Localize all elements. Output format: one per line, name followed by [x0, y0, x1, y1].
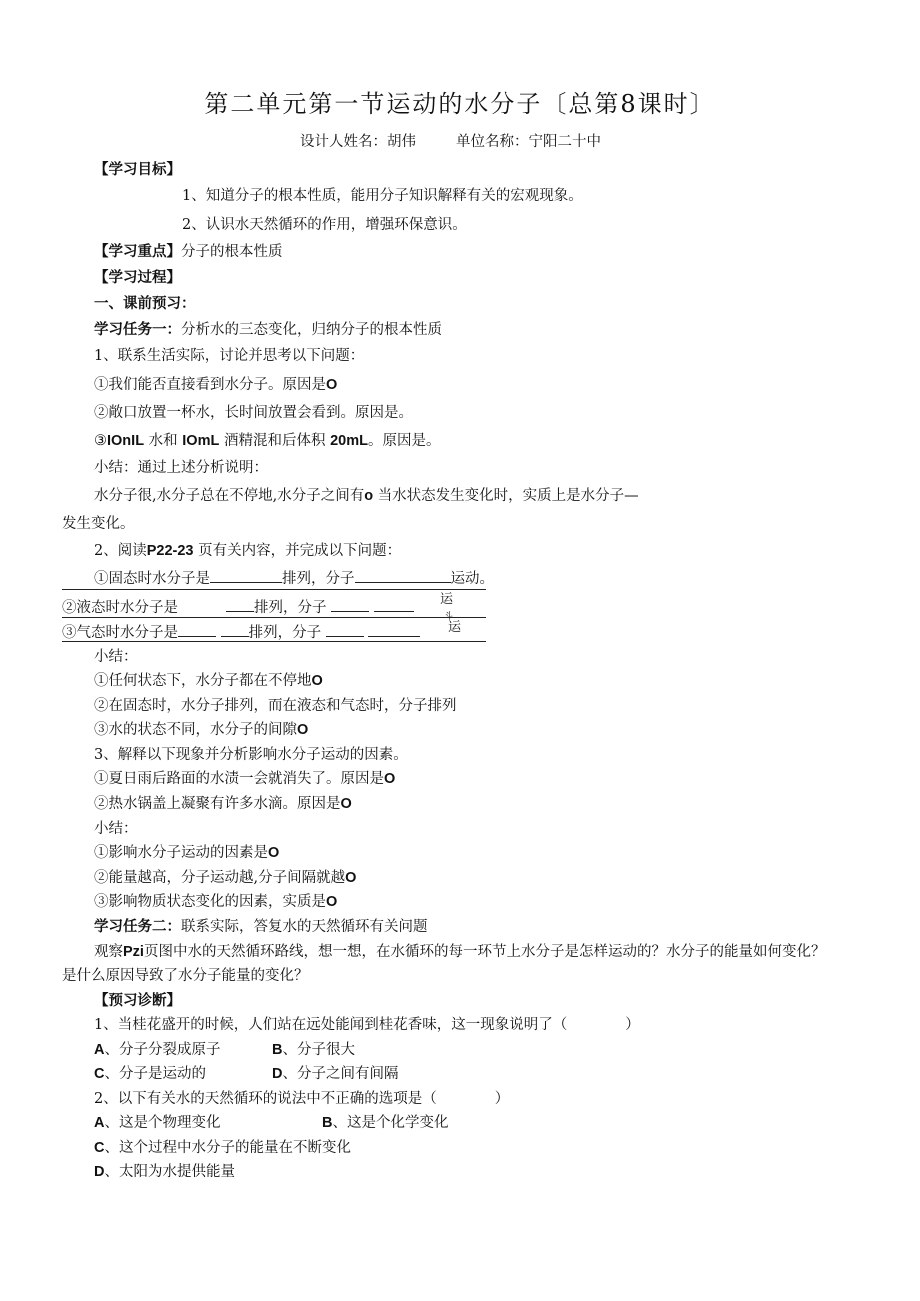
- option-text: 、分子分裂成原子: [104, 1042, 221, 1058]
- summary2-a: [94, 671, 323, 691]
- q3-b: [94, 794, 352, 814]
- summary1-line1: [94, 486, 639, 506]
- diagnosis-q1: 1、当桂花盛开的时候，人们站在远处能闻到桂花香味，这一现象说明了（ ）: [94, 1017, 640, 1033]
- q1-item-b: ②敞口放置一杯水，长时间放置会看到。原因是。: [94, 405, 413, 421]
- q2-gas-row: [62, 622, 420, 643]
- q2-solid-b: 排列，分子: [282, 571, 355, 587]
- q2-solid-c: 运动。: [450, 571, 494, 587]
- option-letter: B: [272, 1042, 283, 1058]
- summary2-c: [94, 720, 308, 740]
- focus-heading: 【学习重点】: [94, 243, 181, 260]
- designer-line: [300, 132, 601, 152]
- q2-gas-a: ③气态时水分子是: [62, 625, 178, 641]
- q3-a-end: O: [384, 771, 396, 787]
- q1-item-c-v2: IOmL: [182, 433, 220, 449]
- liquid-arrangement-blank[interactable]: [226, 597, 254, 612]
- q1-item-c-t1: 水和: [148, 433, 178, 449]
- objective-item-1: 1、知道分子的根本性质，能用分子知识解释有关的宏观现象。: [182, 188, 583, 204]
- summary2-label: 小结：: [94, 649, 138, 665]
- summary3-b-end: O: [345, 870, 357, 886]
- q2-liquid-row: [62, 597, 414, 618]
- q3-b-text: ②热水锅盖上凝聚有许多水滴。原因是: [94, 796, 341, 812]
- task2-label: 学习任务二：: [94, 918, 181, 935]
- gas-arrangement-blank-1[interactable]: [178, 622, 216, 637]
- preview-heading: 一、课前预习：: [94, 295, 196, 312]
- liquid-motion-blank-2[interactable]: [374, 597, 414, 612]
- q3-prompt: 3、解释以下现象并分析影响水分子运动的因素。: [94, 747, 408, 763]
- gas-motion-blank-2[interactable]: [368, 622, 420, 637]
- option-text: 、太阳为水提供能量: [104, 1164, 235, 1180]
- task2-line: [94, 917, 428, 937]
- q2-liquid-a: ②液态时水分子是: [62, 600, 178, 616]
- option-text: 、这是个化学变化: [332, 1115, 449, 1131]
- q2-prompt-a: 2、阅读: [94, 543, 147, 559]
- summary1-label: 小结：通过上述分析说明：: [94, 460, 268, 476]
- summary3-c-end: O: [326, 894, 338, 910]
- q1-item-c-v3: 20mL: [330, 433, 368, 449]
- summary2-a-end: O: [311, 673, 323, 689]
- option-text: 、分子是运动的: [104, 1066, 206, 1082]
- diagnosis-q2: 2、以下有关水的天然循环的说法中不正确的选项是（ ）: [94, 1091, 510, 1107]
- q1-item-c: [94, 431, 440, 451]
- summary3-c: [94, 892, 337, 912]
- q2-solid-row: [94, 568, 494, 589]
- q1-item-a: [94, 375, 337, 395]
- summary3-b: [94, 868, 356, 888]
- summary1-line1-o: o: [364, 488, 374, 504]
- q2-liquid-b: 排列，分子: [254, 600, 327, 616]
- option-letter: A: [94, 1042, 105, 1058]
- summary1-line2: 发生变化。: [62, 516, 135, 532]
- q1-option-d[interactable]: [272, 1064, 398, 1084]
- q1-item-c-v1: IOnIL: [107, 433, 145, 449]
- option-text: 、分子之间有间隔: [282, 1066, 399, 1082]
- designer-name: 设计人姓名：胡伟: [300, 134, 416, 150]
- q1-item-c-t3: 。原因是。: [367, 433, 441, 449]
- row-divider: [62, 589, 486, 590]
- summary2-c-end: O: [297, 722, 309, 738]
- q2-option-b[interactable]: [322, 1113, 448, 1133]
- option-letter: D: [94, 1164, 105, 1180]
- q3-b-end: O: [340, 796, 352, 812]
- q2-option-c[interactable]: [94, 1138, 351, 1158]
- q3-a-text: ①夏日雨后路面的水渍一会就消失了。原因是: [94, 771, 384, 787]
- liquid-tiny-fragment: 斗: [444, 612, 454, 622]
- liquid-tail: 运: [440, 592, 454, 607]
- summary2-a-text: ①任何状态下，水分子都在不停地: [94, 673, 312, 689]
- q1-item-a-text: ①我们能否直接看到水分子。原因是: [94, 377, 326, 393]
- q3-a: [94, 769, 395, 789]
- task2-observe-line1: [94, 942, 825, 962]
- page-title: 第二单元第一节运动的水分子〔总第8课时〕: [204, 90, 716, 118]
- row-divider: [62, 617, 486, 618]
- option-text: 、这是个物理变化: [104, 1115, 221, 1131]
- q1-option-a[interactable]: [94, 1040, 220, 1060]
- q2-option-a[interactable]: [94, 1113, 220, 1133]
- solid-arrangement-blank[interactable]: [210, 568, 282, 583]
- q1-item-c-lead: ③: [94, 433, 107, 449]
- q2-option-d[interactable]: [94, 1162, 235, 1182]
- process-heading: 【学习过程】: [94, 269, 181, 286]
- q2-prompt: [94, 541, 401, 561]
- option-text: 、分子很大: [282, 1042, 355, 1058]
- task1-line: [94, 320, 442, 340]
- row-divider: [62, 641, 486, 642]
- liquid-motion-blank-1[interactable]: [331, 597, 369, 612]
- option-text: 、这个过程中水分子的能量在不断变化: [104, 1140, 351, 1156]
- summary1-line1-b: 当水状态发生变化时，实质上是水分子—: [377, 488, 639, 504]
- task1-text: 分析水的三态变化，归纳分子的根本性质: [181, 322, 442, 338]
- focus-line: [94, 242, 283, 262]
- q2-prompt-pages: P22-23: [146, 543, 194, 559]
- q1-option-c[interactable]: [94, 1064, 206, 1084]
- task2-obs-b: 页图中水的天然循环路线，想一想，在水循环的每一环节上水分子是怎样运动的？水分子的能量如何变化？: [143, 944, 826, 960]
- summary1-line1-a: 水分子很,水分子总在不停地,水分子之间有: [94, 488, 365, 504]
- task2-obs-pzi: Pzi: [123, 944, 144, 960]
- summary3-a: [94, 843, 279, 863]
- objective-item-2: 2、认识水天然循环的作用，增强环保意识。: [182, 217, 467, 233]
- option-letter: A: [94, 1115, 105, 1131]
- q1-item-c-t2: 酒精混和后体积: [223, 433, 326, 449]
- q2-gas-b: 排列，分子: [248, 625, 322, 641]
- option-letter: C: [94, 1066, 105, 1082]
- summary3-label: 小结：: [94, 821, 138, 837]
- q2-solid-a: ①固态时水分子是: [94, 571, 210, 587]
- objectives-heading: 【学习目标】: [94, 161, 181, 178]
- gas-motion-blank-1[interactable]: [326, 622, 364, 637]
- option-letter: D: [272, 1066, 283, 1082]
- task2-observe-line2: 是什么原因导致了水分子能量的变化？: [62, 968, 309, 984]
- diagnosis-heading: 【预习诊断】: [94, 992, 181, 1009]
- option-letter: C: [94, 1140, 105, 1156]
- option-letter: B: [322, 1115, 333, 1131]
- q1-prompt: 1、联系生活实际，讨论并思考以下问题：: [94, 348, 365, 364]
- summary3-a-text: ①影响水分子运动的因素是: [94, 845, 268, 861]
- q2-prompt-b: 页有关内容，并完成以下问题：: [198, 543, 402, 559]
- focus-text: 分子的根本性质: [181, 244, 283, 260]
- gas-arrangement-blank-2[interactable]: [221, 622, 249, 637]
- q1-item-a-end: O: [326, 377, 338, 393]
- summary3-b-text: ②能量越高，分子运动越,分子间隔就越: [94, 870, 346, 886]
- q1-option-b[interactable]: [272, 1040, 355, 1060]
- task2-obs-a: 观察: [94, 944, 123, 960]
- designer-unit: 单位名称：宁阳二十中: [456, 134, 601, 150]
- solid-motion-blank[interactable]: [355, 568, 451, 583]
- summary3-c-text: ③影响物质状态变化的因素，实质是: [94, 894, 326, 910]
- summary3-a-end: O: [268, 845, 280, 861]
- task2-text: 联系实际，答复水的天然循环有关问题: [181, 919, 428, 935]
- gas-tail: 运: [448, 620, 462, 635]
- summary2-c-text: ③水的状态不同，水分子的间隙: [94, 722, 297, 738]
- task1-label: 学习任务一：: [94, 321, 181, 338]
- summary2-b: ②在固态时，水分子排列，而在液态和气态时，分子排列: [94, 698, 457, 714]
